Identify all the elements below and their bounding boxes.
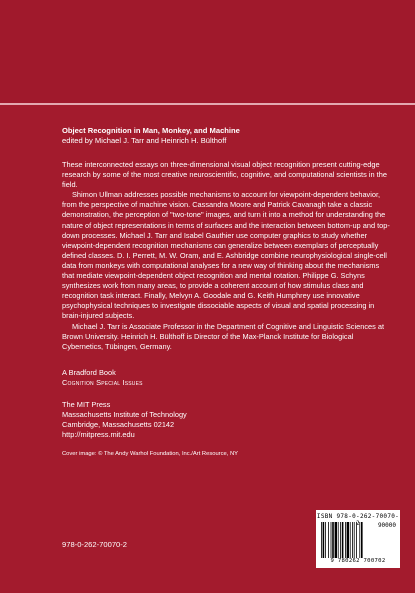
barcode-bars-icon [321, 522, 379, 558]
barcode [316, 510, 400, 568]
bradford-book-label: A Bradford Book [62, 367, 116, 377]
barcode-digits: 9 780262 700702 [330, 558, 386, 564]
barcode-isbn-label: ISBN 978-0-262-70070-2 [316, 513, 400, 527]
book-editors: edited by Michael J. Tarr and Heinrich H. Bülthoff [62, 136, 227, 145]
cover-image-credit: Cover image: © The Andy Warhol Foundation, Inc./Art Resource, NY [62, 451, 239, 458]
author-bio-paragraph: Michael J. Tarr is Associate Professor in the Department of Cognitive and Linguistic Sciences at Brown University. Heinrich H. Bülthoff is Director of the Max-Planck Institute for Biological Cybernetics, Tübingen, Germany. [62, 321, 385, 351]
cover-top-band [0, 0, 415, 103]
book-title: Object Recognition in Man, Monkey, and Machine [62, 126, 240, 135]
description-paragraph-2: Shimon Ullman addresses possible mechanisms to account for viewpoint-dependent behavior, from the perspective of machine vision. Cassandra Moore and Patrick Cavanagh take a classic demonstration, the perception of "two-tone" images, and turn it into a method for understanding the nature of object representations in terms of surfaces and the interaction between bottom-up and top-down processes. Michael J. Tarr and Isabel Gauthier use computer graphics to study whether viewpoint-dependent recognition mechanisms can generalize between exemplars of perceptually defined classes. D. I. Perrett, M. W. Oram, and E. Ashbridge combine neurophysiological single-cell data from monkeys with computational analyses for a new way of thinking about the mechanisms that mediate viewpoint-dependent object recognition and mental rotation. Philippe G. Schyns synthesizes work from many areas, to provide a coherent account of how stimulus class and recognition task interact. Finally, Melvyn A. Goodale and G. Keith Humphrey use innovative psychophysical techniques to investigate dissociable aspects of visual and spatial processing in brain-injured subjects. [62, 190, 390, 321]
imprint-block [62, 368, 392, 388]
publisher-city: Cambridge, Massachusetts 02142 [62, 420, 175, 430]
divider-rule [0, 103, 415, 105]
publisher-name: The MIT Press [62, 399, 111, 409]
isbn-number: 978-0-262-70070-2 [62, 540, 128, 549]
series-name: Cognition Special Issues [62, 377, 143, 387]
description-paragraph-1: These interconnected essays on three-dimensional visual object recognition present cutting-edge research by some of the most creative neuroscientific, cognitive, and computational scientists in the field. [62, 160, 387, 190]
publisher-url[interactable]: http://mitpress.mit.edu [62, 430, 135, 440]
publisher-institution: Massachusetts Institute of Technology [62, 410, 187, 420]
barcode-price-code: 90000 [377, 522, 396, 529]
publisher-block [62, 400, 392, 440]
back-cover-text [62, 126, 392, 458]
